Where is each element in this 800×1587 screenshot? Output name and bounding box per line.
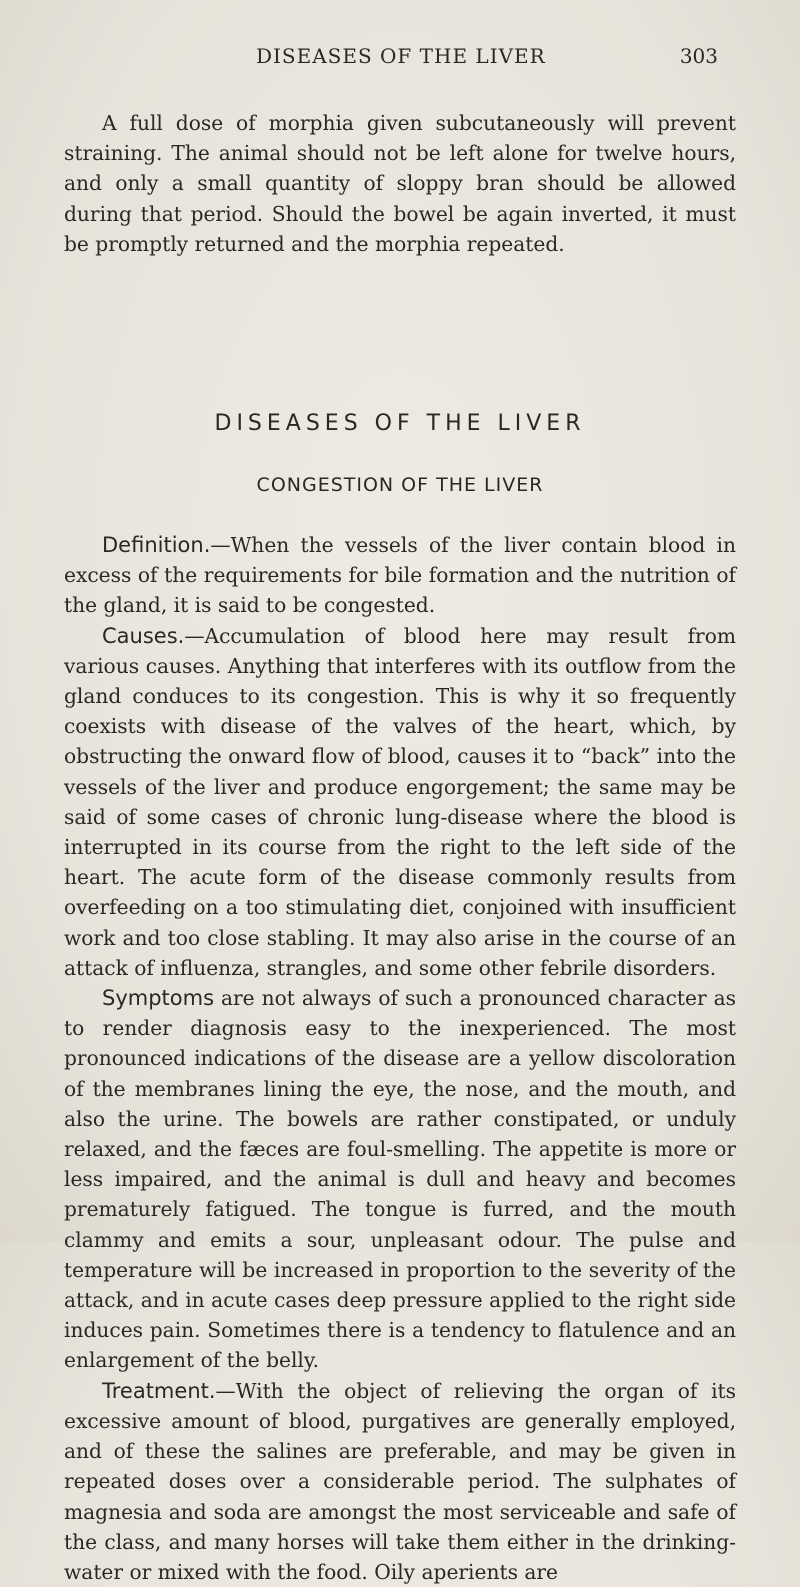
causes-paragraph — [64, 621, 736, 983]
running-title: DISEASES OF THE LIVER — [256, 44, 546, 68]
section-body — [64, 530, 736, 1587]
symptoms-text: are not always of such a pronounced character as to render diagnosis easy to the inexperienced. The most pronounced indications of the disease are a yellow discoloration of the membranes lining the eye, the nose, and the mouth, and also the urine. The bowels are rather constipated, or unduly relaxed, and the fæces are foul-smelling. The appetite is more or less impaired, and the animal is dull and heavy and becomes prematurely fatigued. The tongue is furred, and the mouth clammy and emits a sour, unpleasant odour. The pulse and temperature will be increased in proportion to the severity of the attack, and in acute cases deep pressure applied to the right side induces pain. Sometimes there is a tendency to flatulence and an enlargement of the belly. — [64, 986, 736, 1373]
symptoms-lead: Symptoms — [102, 986, 215, 1011]
definition-paragraph — [64, 530, 736, 621]
treatment-paragraph — [64, 1376, 736, 1587]
causes-text: —Accumulation of blood here may result from various causes. Anything that interferes with its outflow from the gland conduces to its congestion. This is why it so frequently coexists with disease of the valves of the heart, which, by obstructing the onward flow of blood, causes it to “back” into the vessels of the liver and produce engorgement; the same may be said of some cases of chronic lung-disease where the blood is interrupted in its course from the right to the left side of the heart. The acute form of the disease commonly results from overfeeding on a too stimulating diet, conjoined with insufficient work and too close stabling. It may also arise in the course of an attack of influenza, strangles, and some other febrile disorders. — [64, 623, 736, 980]
chapter-heading: DISEASES OF THE LIVER — [214, 411, 586, 436]
intro-text — [64, 108, 736, 259]
treatment-text: —With the object of relieving the organ of its excessive amount of blood, purgatives are generally employed, and of these the salines are preferable, and may be given in repeated doses over a considerable period. The sulphates of magnesia and soda are amongst the most serviceable and safe of the class, and many horses will take them either in the drinking-water or mixed with the food. Oily aperients are — [64, 1378, 736, 1584]
symptoms-paragraph — [64, 983, 736, 1376]
definition-lead: Definition. — [102, 533, 211, 557]
running-head — [0, 44, 800, 74]
treatment-lead: Treatment. — [102, 1378, 216, 1403]
definition-text: —When the vessels of the liver contain blood in excess of the requirements for bile formation and the nutrition of the gland, it is said to be congested. — [64, 533, 736, 618]
page-number: 303 — [679, 44, 718, 68]
section-heading: CONGESTION OF THE LIVER — [256, 474, 544, 496]
intro-paragraph: A full dose of morphia given subcutaneously will prevent straining. The animal should not be left alone for twelve hours, and only a small quantity of sloppy bran should be allowed during that period. Should the bowel be again inverted, it must be promptly returned and the morphia repeated. — [64, 111, 736, 256]
causes-lead: Causes. — [102, 623, 185, 648]
